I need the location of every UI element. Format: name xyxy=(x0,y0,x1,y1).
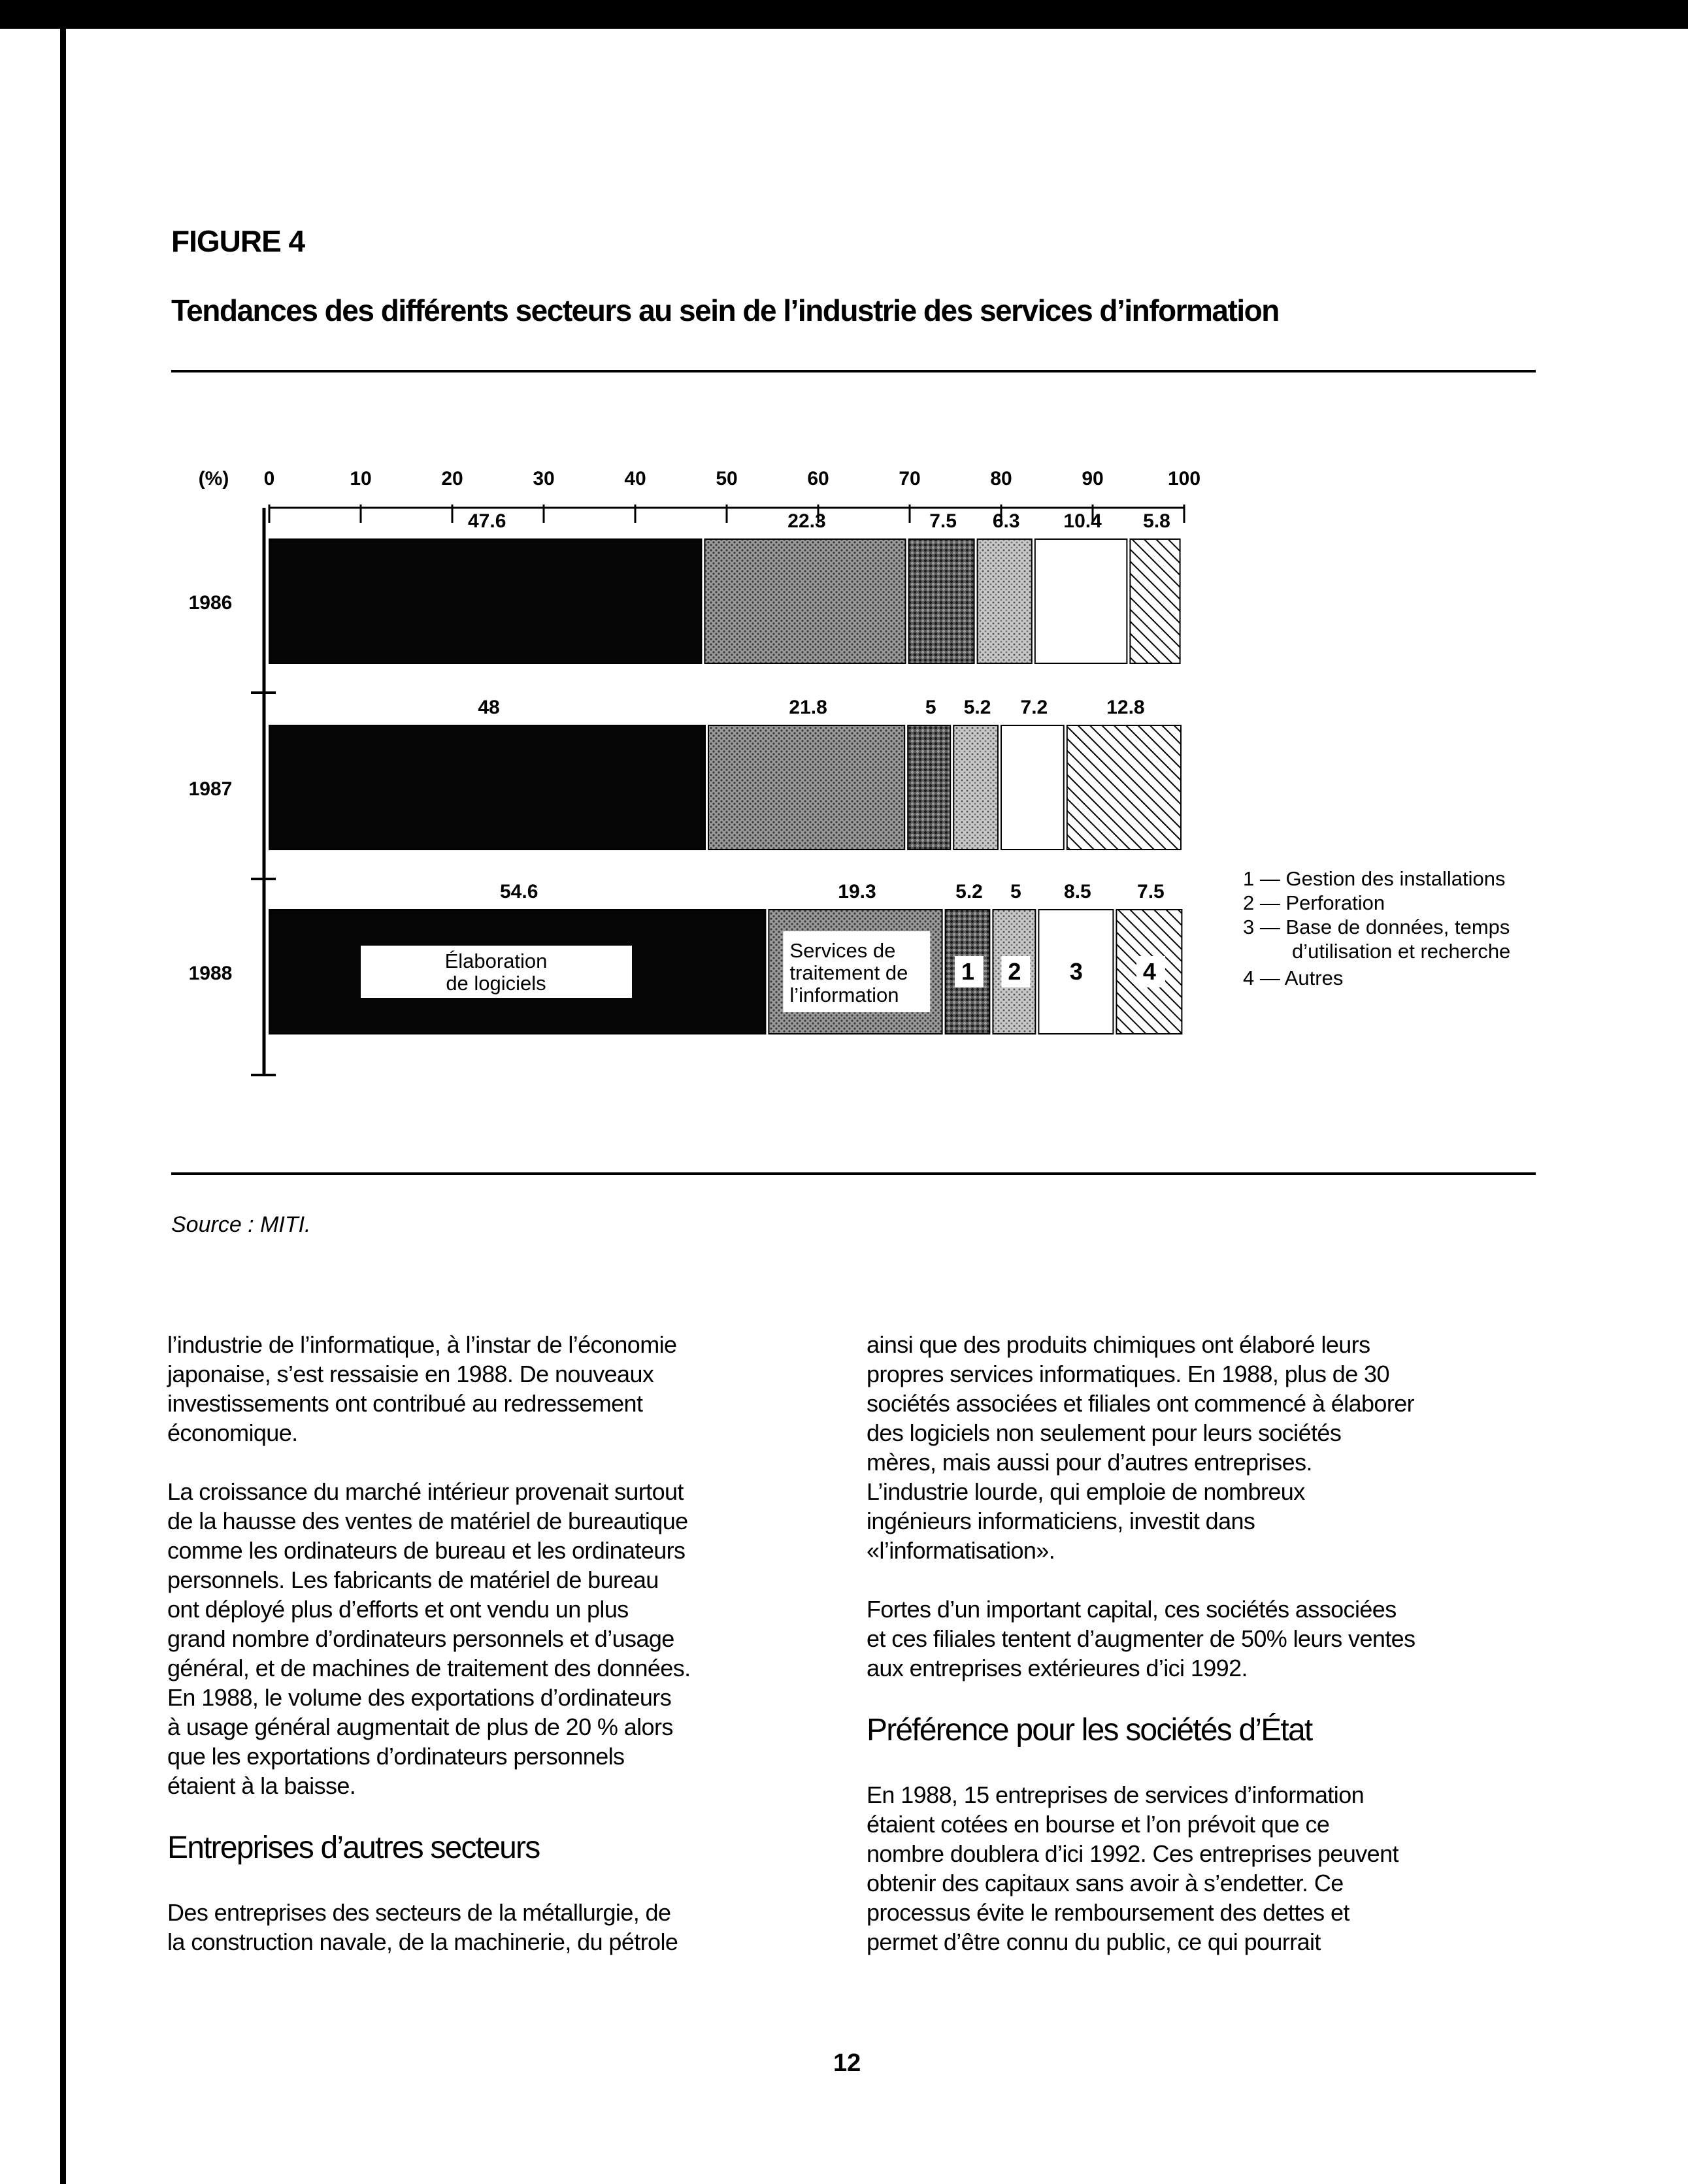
x-tick-label: 80 xyxy=(990,468,1012,489)
page-number: 12 xyxy=(833,2049,861,2077)
bar-segment xyxy=(708,725,904,850)
x-tick-label: 40 xyxy=(624,468,646,489)
inbar-label: 3 xyxy=(1069,958,1083,985)
data-label: 5.8 xyxy=(1143,510,1170,532)
bar-segment xyxy=(269,539,701,663)
bar-segment xyxy=(704,539,905,663)
data-label: 7.5 xyxy=(929,510,957,532)
category-label-1987: 1987 xyxy=(188,778,233,800)
legend-entry: d’utilisation et recherche xyxy=(1292,940,1511,963)
x-tick-label: 60 xyxy=(807,468,829,489)
inbar-label: de logiciels xyxy=(446,972,546,995)
bar-segment xyxy=(1067,725,1181,850)
data-label: 19.3 xyxy=(838,881,876,902)
data-label: 5.2 xyxy=(955,881,983,902)
bar-segment xyxy=(908,725,950,850)
section-heading-other-sectors: Entreprises d’autres secteurs xyxy=(167,1830,540,1865)
right-column xyxy=(867,1330,1553,1986)
inbar-label: Services de xyxy=(789,939,896,962)
axis-unit-label: (%) xyxy=(198,468,229,489)
data-label: 7.2 xyxy=(1020,697,1048,718)
figure-title: Tendances des différents secteurs au sein de l’industrie des services d’information xyxy=(171,293,1279,327)
data-label: 5 xyxy=(925,697,936,718)
inbar-label: l’information xyxy=(789,984,899,1006)
data-label: 6.3 xyxy=(992,510,1020,532)
x-tick-label: 70 xyxy=(899,468,921,489)
scan-top-border xyxy=(0,0,1688,29)
x-tick-label: 100 xyxy=(1167,468,1201,489)
scan-left-border xyxy=(60,29,66,2184)
data-label: 5 xyxy=(1010,881,1021,902)
left-paragraph-1: l’industrie de l’informatique, à l’instar de l’économie japonaise, s’est ressaisie en 1988. De nouveaux investissements ont contribué au redressement économique. xyxy=(167,1331,677,1446)
x-tick-label: 50 xyxy=(716,468,738,489)
legend-entry: 3 — Base de données, temps xyxy=(1243,916,1510,938)
section-heading-state-companies: Préférence pour les sociétés d’État xyxy=(867,1713,1312,1747)
inbar-label: traitement de xyxy=(789,961,908,984)
right-paragraph-1: ainsi que des produits chimiques ont élaboré leurs propres services informatiques. En 1988, plus de 30 sociétés associées et filiales ont commencé à élaborer des logiciels non seulement pour leurs sociétés mères, mais aussi pour d’autres entreprises. L’industrie lourde, qui emploie de nombreux ingénieurs informaticiens, investit dans «l’informatisation». xyxy=(867,1331,1415,1564)
inbar-label: 2 xyxy=(1008,958,1021,985)
data-label: 21.8 xyxy=(789,697,827,718)
right-paragraph-3: En 1988, 15 entreprises de services d’information étaient cotées en bourse et l’on prévoit que ce nombre doublera d’ici 1992. Ces entreprises peuvent obtenir des capitaux sans avoir à s’endetter. Ce processus évite le remboursement des dettes et permet d’être connu du public, ce qui pourrait xyxy=(867,1781,1398,1955)
data-label: 48 xyxy=(478,697,500,718)
bar-segment xyxy=(978,539,1032,663)
data-label: 10.4 xyxy=(1063,510,1102,532)
legend-entry: 4 — Autres xyxy=(1243,967,1344,989)
data-label: 22.3 xyxy=(787,510,826,532)
source-note: Source : MITI. xyxy=(171,1212,311,1237)
bar-segment xyxy=(953,725,998,850)
left-paragraph-2: La croissance du marché intérieur provenait surtout de la hausse des ventes de matériel de bureautique comme les ordinateurs de bureau et les ordinateurs personnels. Les fabricants de matériel de bureau ont déployé plus d’efforts et ont vendu un plus grand nombre d’ordinateurs personnels et d’usage général, et de machines de traitement des données. En 1988, le volume des exportations d’ordinateurs à usage général augmentait de plus de 20 % alors que les exportations d’ordinateurs personnels étaient à la baisse. xyxy=(167,1478,691,1799)
bar-segment xyxy=(1001,725,1064,850)
data-label: 7.5 xyxy=(1137,881,1165,902)
x-tick-label: 90 xyxy=(1082,468,1104,489)
bar-segment xyxy=(1035,539,1127,663)
left-column xyxy=(167,1330,795,1986)
bar-segment xyxy=(269,725,705,850)
data-label: 12.8 xyxy=(1106,697,1145,718)
data-label: 8.5 xyxy=(1064,881,1091,902)
bar-segment xyxy=(1130,539,1180,663)
data-label: 47.6 xyxy=(468,510,506,532)
inbar-label: Élaboration xyxy=(444,950,548,972)
inbar-label: 4 xyxy=(1142,958,1156,985)
category-label-1986: 1986 xyxy=(188,592,233,614)
left-paragraph-3: Des entreprises des secteurs de la métallurgie, de la construction navale, de la machinerie, du pétrole xyxy=(167,1899,678,1955)
inbar-label: 1 xyxy=(961,958,975,985)
figure-label: FIGURE 4 xyxy=(171,224,305,258)
legend-entry: 2 — Perforation xyxy=(1243,891,1385,914)
stacked-bar-chart xyxy=(171,444,1544,1098)
data-label: 54.6 xyxy=(500,881,538,902)
x-tick-label: 0 xyxy=(263,468,275,489)
category-label-1988: 1988 xyxy=(188,963,233,984)
top-rule xyxy=(171,370,1536,372)
bar-segment xyxy=(909,539,974,663)
right-paragraph-2: Fortes d’un important capital, ces sociétés associées et ces filiales tentent d’augmenter de 50% leurs ventes aux entreprises extérieures d’ici 1992. xyxy=(867,1596,1415,1681)
data-label: 5.2 xyxy=(963,697,991,718)
x-tick-label: 10 xyxy=(350,468,372,489)
x-tick-label: 30 xyxy=(533,468,555,489)
x-tick-label: 20 xyxy=(441,468,463,489)
legend-entry: 1 — Gestion des installations xyxy=(1243,867,1506,890)
bottom-rule xyxy=(171,1172,1536,1175)
